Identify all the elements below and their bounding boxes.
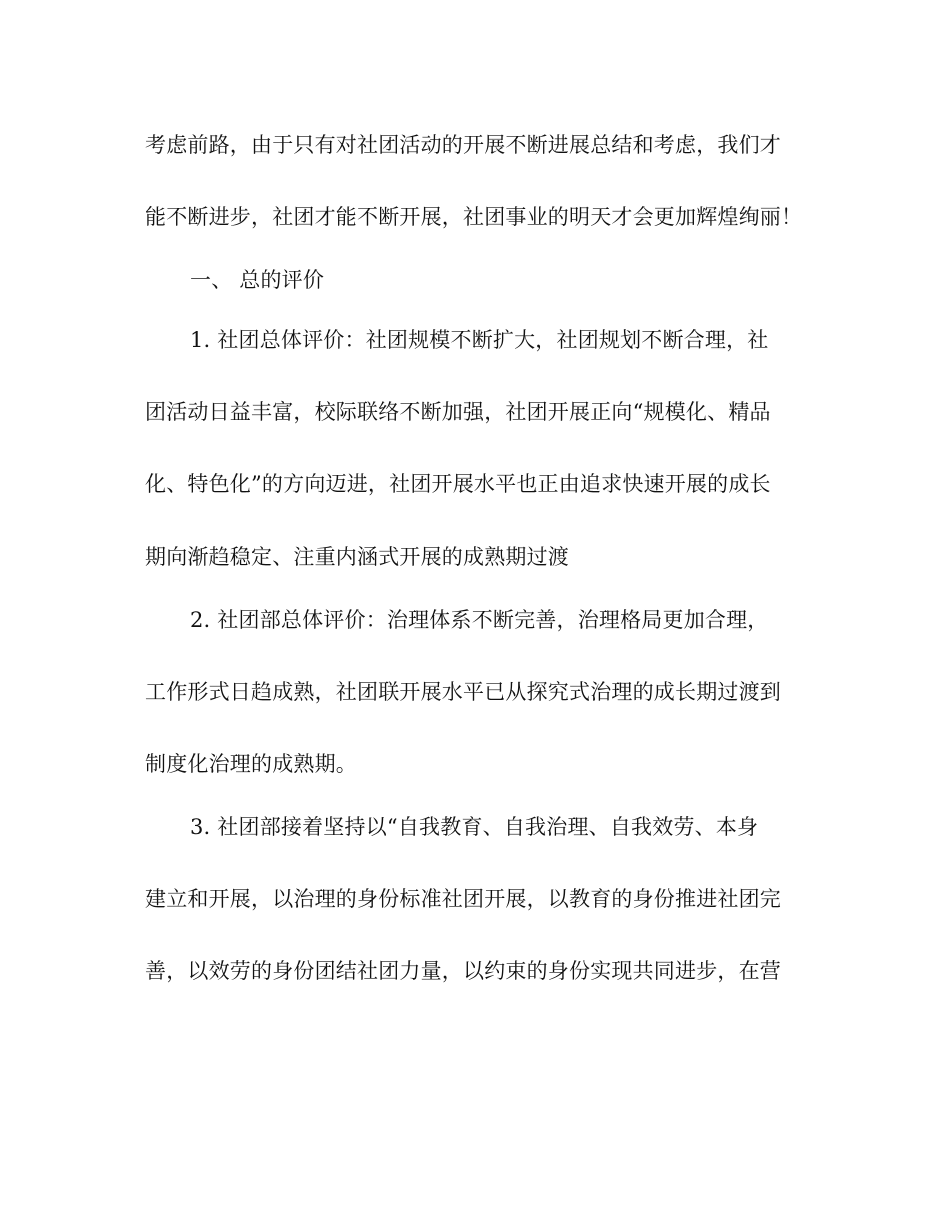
list-item-1-line: 期向渐趋稳定、注重内涵式开展的成熟期过渡	[145, 545, 569, 569]
list-item-2-line: 工作形式日趋成熟，社团联开展水平已从探究式治理的成长期过渡到	[145, 680, 781, 704]
list-item-3-line: 建立和开展，以治理的身份标准社团开展，以教育的身份推进社团完	[145, 887, 781, 911]
list-item-1-line: 团活动日益丰富，校际联络不断加强，社团开展正向“规模化、精品	[145, 400, 771, 424]
paragraph-line: 能不断进步，社团才能不断开展，社团事业的明天才会更加辉煌绚丽！	[145, 205, 803, 229]
section-heading: 一、 总的评价	[190, 268, 325, 292]
list-item-2-line: 2. 社团部总体评价：治理体系不断完善，治理格局更加合理，	[190, 608, 769, 632]
paragraph-line: 考虑前路，由于只有对社团活动的开展不断进展总结和考虑，我们才	[145, 133, 781, 157]
list-item-3-line: 3. 社团部接着坚持以“自我教育、自我治理、自我效劳、本身	[190, 815, 759, 839]
list-item-2-line: 制度化治理的成熟期。	[145, 752, 357, 776]
list-item-1-line: 1. 社团总体评价：社团规模不断扩大，社团规划不断合理，社	[190, 328, 769, 352]
list-item-1-line: 化、特色化”的方向迈进，社团开展水平也正由追求快速开展的成长	[145, 472, 771, 496]
list-item-3-line: 善，以效劳的身份团结社团力量，以约束的身份实现共同进步，在营	[145, 959, 781, 983]
